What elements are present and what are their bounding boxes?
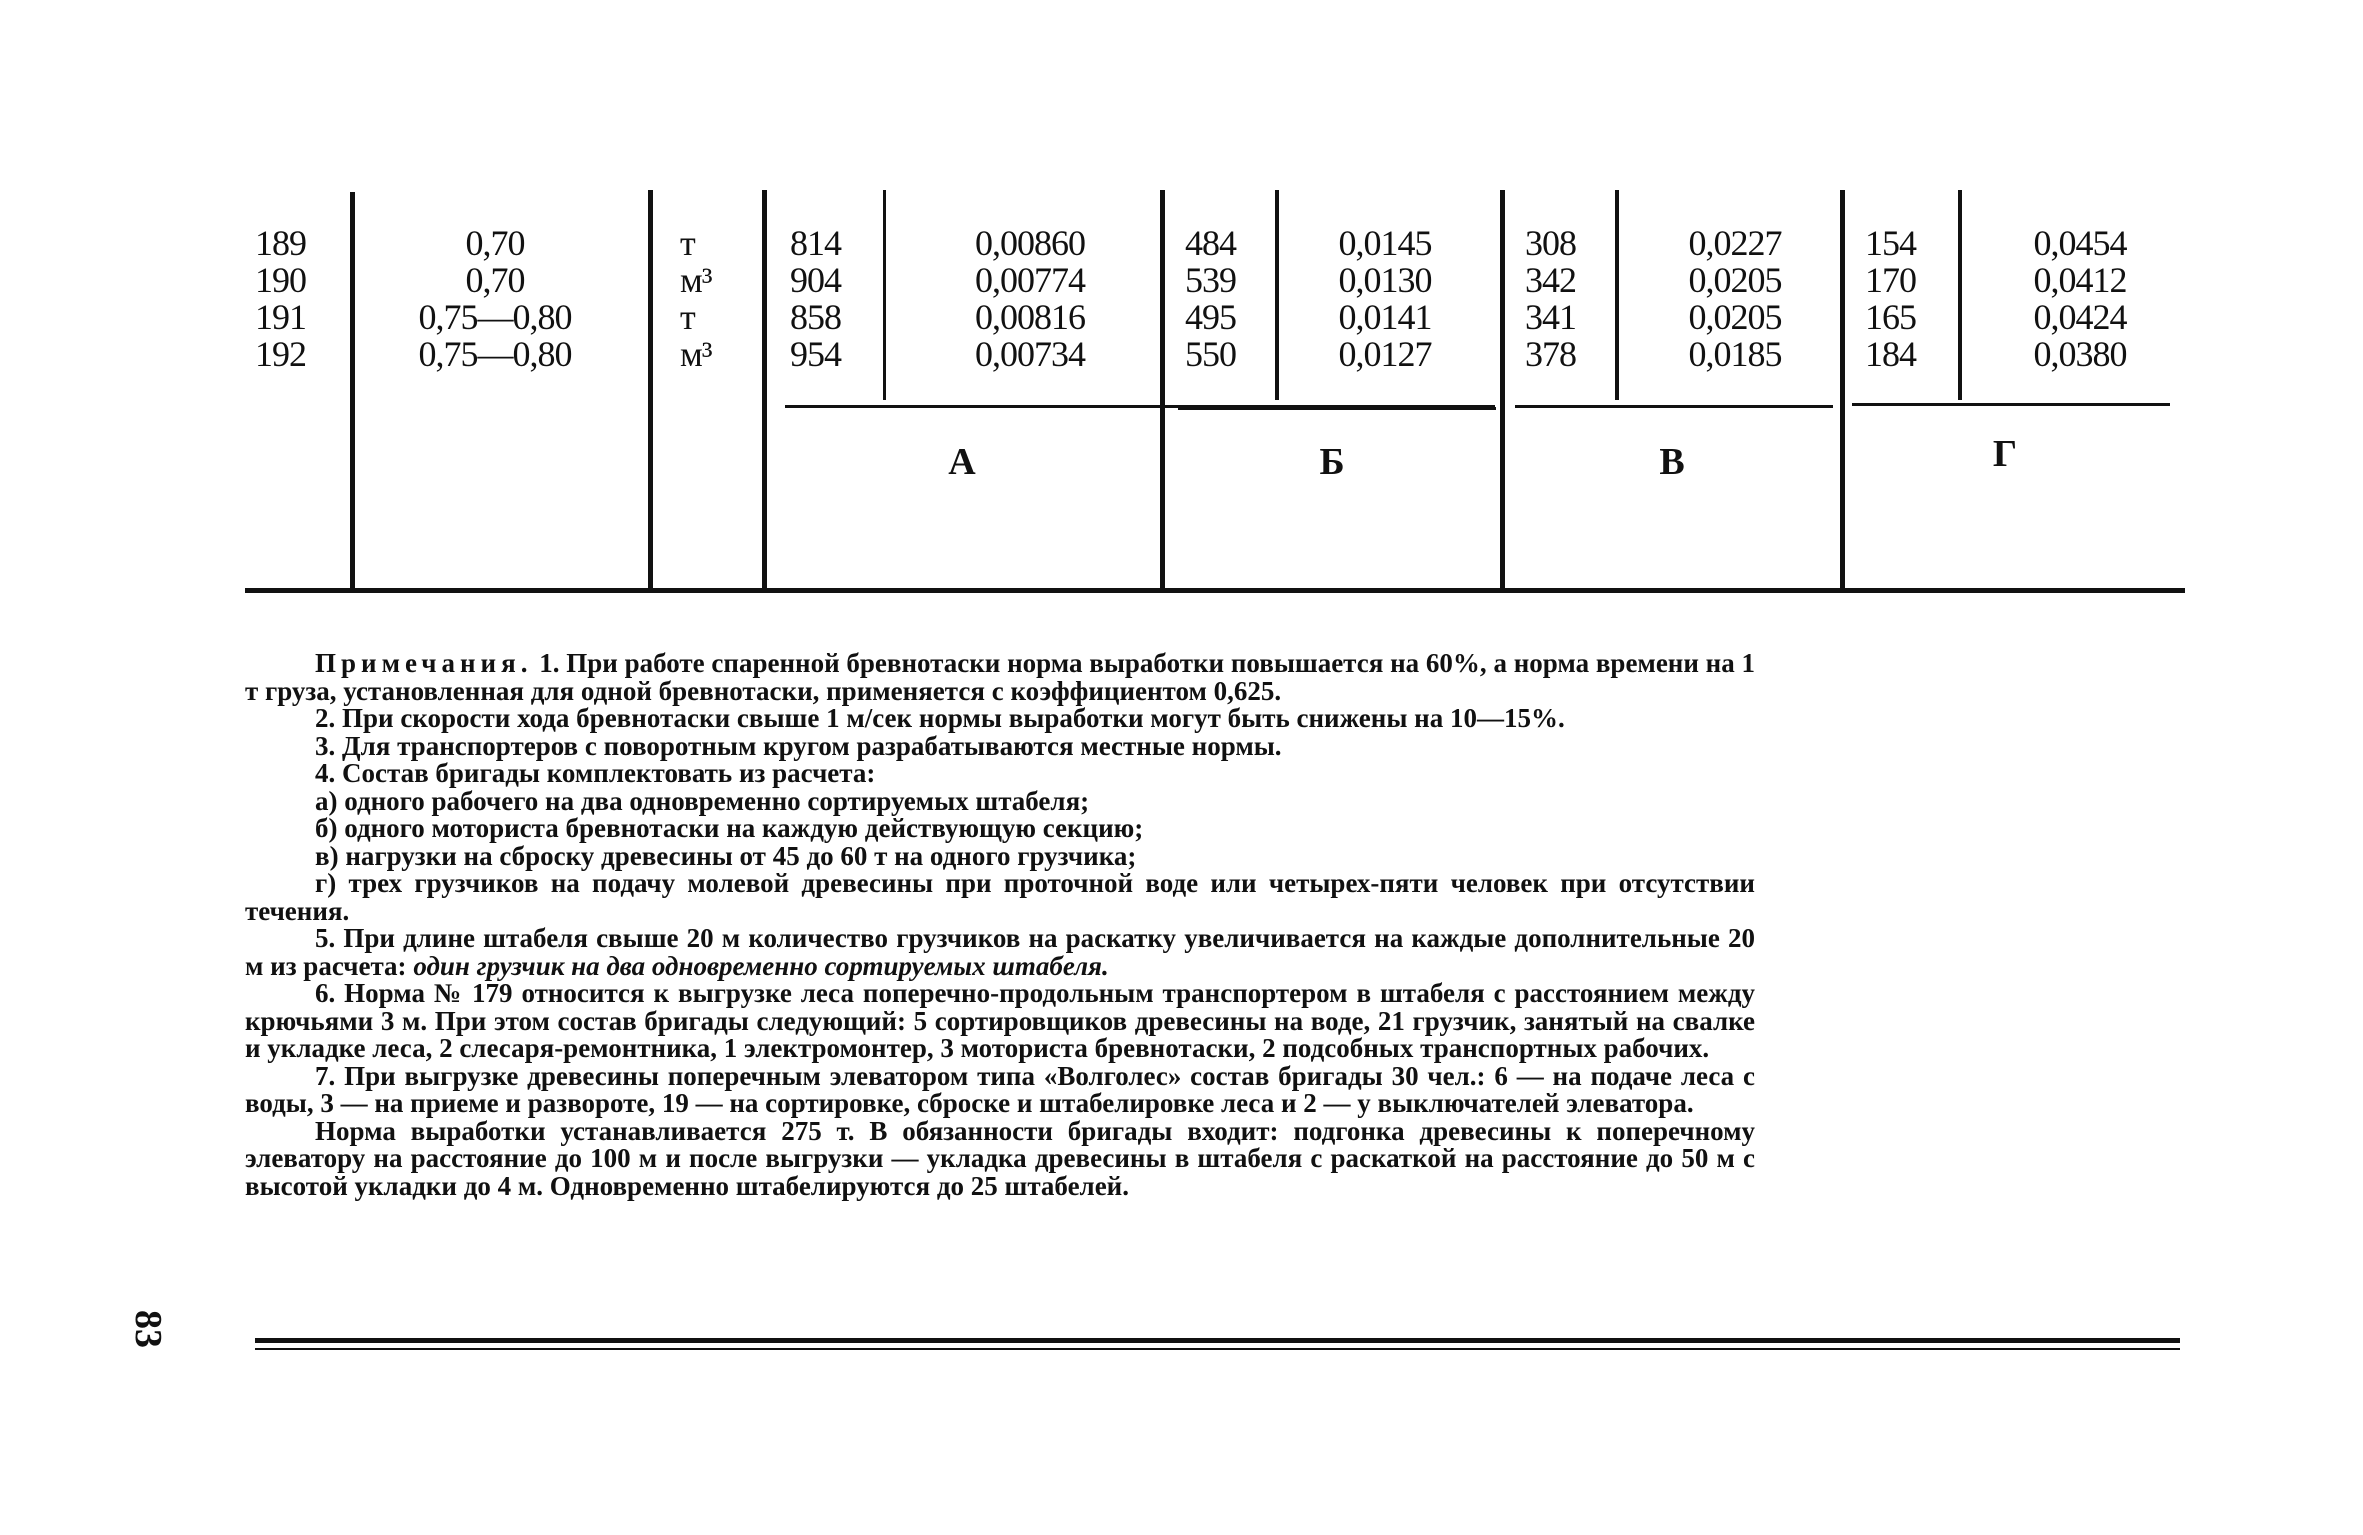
group-a-norm: 0,00860 [975,223,1085,263]
table-rule-vertical [648,190,653,590]
row-number: 189 [255,223,306,263]
group-g-norm: 0,0454 [2033,223,2127,263]
group-b-norm: 0,0145 [1338,223,1432,263]
note-5-text: 5. При длине штабеля свыше 20 м количество грузчиков на раскатку увеличивается на каждые дополнительные 20 м из расчета: [245,923,1755,981]
table-rule-vertical [1275,190,1279,400]
group-v-norm: 0,0205 [1688,260,1782,300]
row-range: 0,70 [465,260,525,300]
table-bottom-rule [245,588,2185,593]
group-label-v: В [1659,441,1685,483]
table-rule-vertical [1958,190,1962,400]
row-range: 0,75—0,80 [418,334,572,374]
table-rule-vertical [762,190,767,590]
group-a-value: 814 [790,223,841,263]
group-b-value: 484 [1185,223,1236,263]
table-rule-vertical [1160,190,1165,590]
note-4v: в) нагрузки на сброску древесины от 45 до 60 т на одного грузчика; [315,840,1137,871]
note-8: Норма выработки устанавливается 275 т. В обязанности бригады входит: подгонка древесины к поперечному элеватору на расстояние до 100 м и после выгрузки — укладка древесины в штабеля с раскаткой на расстояние до 50 м с высотой укладки до 4 м. Одновременно штабелируются до 25 штабелей. [245,1115,1755,1201]
group-a-norm: 0,00774 [975,260,1085,300]
row-unit: т [680,223,695,263]
group-a-value: 858 [790,297,841,337]
group-a-norm: 0,00734 [975,334,1085,374]
group-v-norm: 0,0227 [1688,223,1782,263]
table-rule-horizontal [1178,407,1496,410]
group-a-value: 954 [790,334,841,374]
group-b-value: 495 [1185,297,1236,337]
group-label-a: А [948,441,976,483]
note-4a: а) одного рабочего на два одновременно сортируемых штабеля; [315,785,1090,816]
row-range: 0,75—0,80 [418,297,572,337]
note-2: 2. При скорости хода бревнотаски свыше 1 м/сек нормы выработки могут быть снижены на 10—15%. [315,703,1565,733]
group-v-value: 308 [1525,223,1576,263]
page-number: 83 [127,1310,169,1348]
note-5-italic: один грузчик на два одновременно сортируемых штабеля. [413,950,1109,981]
group-v-value: 378 [1525,334,1576,374]
note-6: 6. Норма № 179 относится к выгрузке леса поперечно-продольным транспортером в штабеля с расстоянием между крючьями 3 м. При этом состав бригады следующий: 5 сортировщиков древесины на воде, 21 грузчик, занятый на свалке и укладке леса, 2 слесаря-ремонтника, 1 электромонтер, 3 моториста бревнотаски, 2 подсобных транспортных рабочих. [245,978,1755,1063]
group-b-norm: 0,0130 [1338,260,1432,300]
row-number: 192 [255,334,306,374]
page-bottom-rule-bottom [255,1348,2180,1350]
group-v-norm: 0,0185 [1688,334,1782,374]
table-rule-horizontal [1852,403,2170,406]
notes-block [245,650,1755,1200]
group-a-norm: 0,00816 [975,297,1085,337]
note-1 [245,650,1755,705]
group-v-value: 342 [1525,260,1576,300]
table-rule-vertical [1840,190,1845,590]
table-rule-vertical [350,192,355,590]
row-range: 0,70 [465,223,525,263]
group-b-value: 550 [1185,334,1236,374]
note-4g: г) трех грузчиков на подачу молевой древесины при проточной воде или четырех-пяти человек при отсутствии течения. [245,868,1755,926]
group-b-value: 539 [1185,260,1236,300]
note-1-text: 1. При работе спаренной бревнотаски норма выработки повышается на 60%, а норма времени на 1 т груза, установленная для одной бревнотаски, применяется с коэффициентом 0,625. [245,648,1755,706]
group-g-norm: 0,0412 [2033,260,2127,300]
group-g-norm: 0,0424 [2033,297,2127,337]
note-4b: б) одного моториста бревнотаски на каждую действующую секцию; [315,813,1144,843]
group-a-value: 904 [790,260,841,300]
group-g-value: 154 [1865,223,1916,263]
group-g-value: 184 [1865,334,1916,374]
note-5 [245,925,1755,980]
group-v-norm: 0,0205 [1688,297,1782,337]
row-unit: м³ [680,334,712,374]
group-b-norm: 0,0127 [1338,334,1432,374]
page-bottom-rule-top [255,1338,2180,1343]
row-unit: м³ [680,260,712,300]
group-g-value: 170 [1865,260,1916,300]
row-number: 190 [255,260,306,300]
row-number: 191 [255,297,306,337]
group-v-value: 341 [1525,297,1576,337]
table-rule-horizontal [1515,405,1833,408]
table-rule-vertical [883,190,886,400]
row-unit: т [680,297,695,337]
group-label-b: Б [1319,441,1345,483]
table-rule-vertical [1500,190,1505,590]
note-4: 4. Состав бригады комплектовать из расчета: [315,758,876,788]
group-g-value: 165 [1865,297,1916,337]
group-label-g: Г [1992,433,2018,475]
notes-heading: Примечания. [315,648,533,678]
note-7: 7. При выгрузке древесины поперечным элеватором типа «Волголес» состав бригады 30 чел.: 6 — на подаче леса с воды, 3 — на приеме и развороте, 19 — на сортировке, сброске и штабелировке леса и 2 — у выключателей элеватора. [245,1060,1755,1118]
table-rule-vertical [1615,190,1619,400]
group-g-norm: 0,0380 [2033,334,2127,374]
group-b-norm: 0,0141 [1338,297,1432,337]
note-3: 3. Для транспортеров с поворотным кругом разрабатываются местные нормы. [315,730,1282,761]
